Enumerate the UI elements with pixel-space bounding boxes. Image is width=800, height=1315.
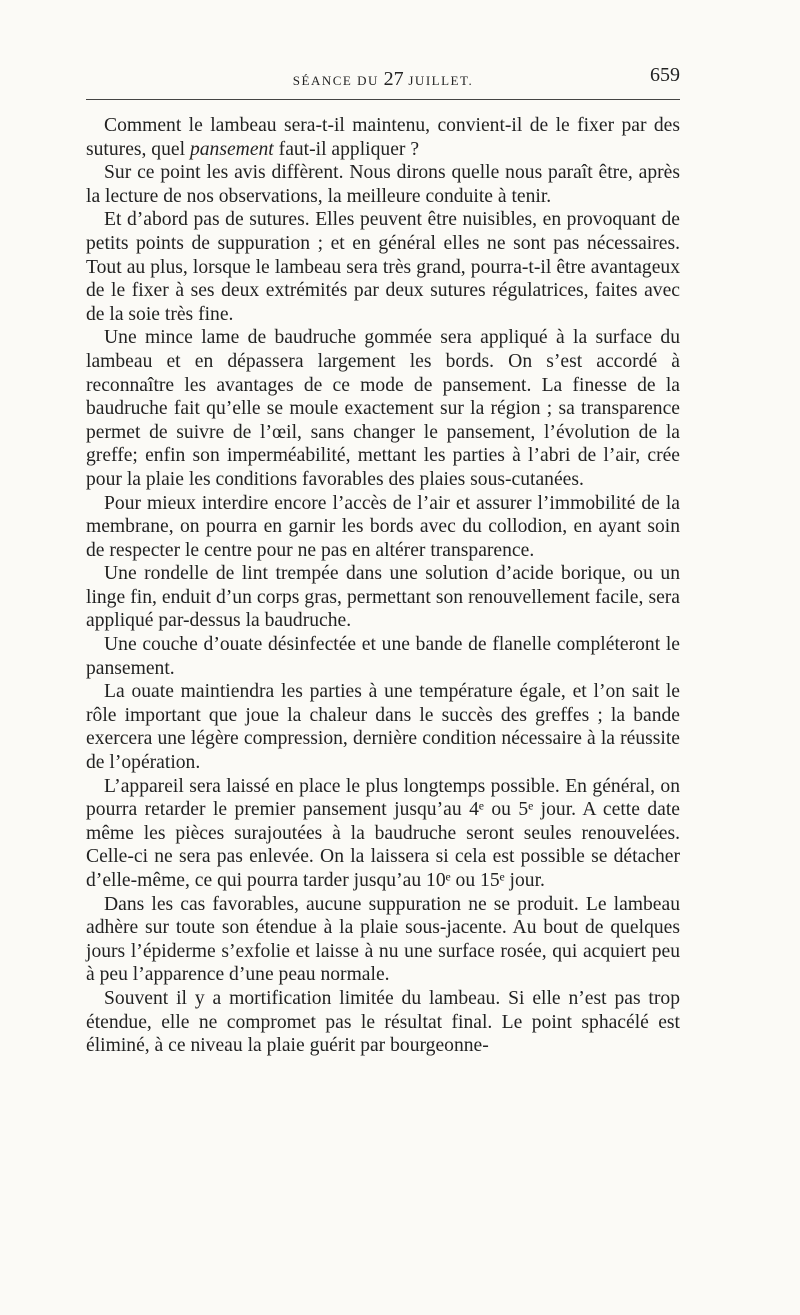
running-title-day: 27 bbox=[383, 68, 404, 90]
paragraph: Et d’abord pas de sutures. Elles peuvent être nuisibles, en provoquant de petits points de suppuration ; et en général elles ne sont pas nécessaires. Tout au plus, lorsque le lambeau sera très grand, pourra-t-il être avantageux de le fixer à ses deux extrémités par deux sutures régulatrices, faites avec de la soie très fine. bbox=[86, 209, 680, 325]
paragraph: La ouate maintiendra les parties à une température égale, et l’on sait le rôle important que joue la chaleur dans le succès des greffes ; la bande exercera une légère compression, dernière condition nécessaire à la réussite de l’opération. bbox=[86, 681, 680, 774]
paragraph bbox=[86, 114, 680, 161]
page-header bbox=[86, 64, 680, 92]
paragraph: Souvent il y a mortification limitée du lambeau. Si elle n’est pas trop étendue, elle ne compromet pas le résultat final. Le point sphacélé est éliminé, à ce niveau la plaie guérit par bourgeonne- bbox=[86, 987, 680, 1057]
paragraph: Une mince lame de baudruche gommée sera appliqué à la surface du lambeau et en dépassera largement les bords. On s’est accordé à reconnaître les avantages de ce mode de pansement. La finesse de la baudruche fait qu’elle se moule exactement sur la région ; sa transparence permet de suivre de l’œil, sans changer le pansement, l’évolution de la greffe; enfin son imperméabilité, mettant les parties à l’abri de l’air, crée pour la plaie les conditions favorables des plaies sous-cutanées. bbox=[86, 327, 680, 490]
header-rule bbox=[86, 99, 680, 100]
paragraph: Pour mieux interdire encore l’accès de l’air et assurer l’immobilité de la membrane, on pourra en garnir les bords avec du collodion, en ayant soin de respecter le centre pour ne pas en altérer transparence. bbox=[86, 492, 680, 561]
body-text bbox=[86, 114, 680, 1058]
italic-term: pansement bbox=[189, 138, 274, 160]
running-title-pre: SÉANCE DU bbox=[292, 73, 379, 88]
paragraph: Sur ce point les avis diffèrent. Nous dirons quelle nous paraît être, après la lecture de nos observations, la meilleure conduite à tenir. bbox=[86, 162, 680, 207]
paragraph-text: Comment le lambeau sera-t-il maintenu, convient-il de le fixer par des sutures, quel bbox=[86, 115, 680, 160]
paragraph: Une rondelle de lint trempée dans une solution d’acide borique, ou un linge fin, enduit d’un corps gras, permettant son renouvellement facile, sera appliqué par-dessus la baudruche. bbox=[86, 563, 680, 632]
paragraph: L’appareil sera laissé en place le plus longtemps possible. En général, on pourra retarder le premier pansement jusqu’au 4ᵉ ou 5ᵉ jour. A cette date même les pièces surajoutées à la baudruche seront seules renouvelées. Celle-ci ne sera pas enlevée. On la laissera si cela est possible se détacher d’elle-même, ce qui pourra tarder jusqu’au 10ᵉ ou 15ᵉ jour. bbox=[86, 775, 680, 891]
paragraph: Dans les cas favorables, aucune suppuration ne se produit. Le lambeau adhère sur toute son étendue à la plaie sous-jacente. Au bout de quelques jours l’épiderme s’exfolie et laisse à nu une surface rosée, qui acquiert peu à peu l’apparence d’une peau normale. bbox=[86, 893, 680, 986]
page-number: 659 bbox=[650, 64, 680, 86]
paragraph-text: faut-il appliquer ? bbox=[273, 138, 420, 160]
paragraph: Une couche d’ouate désinfectée et une bande de flanelle compléteront le pansement. bbox=[86, 634, 680, 679]
running-title-post: JUILLET. bbox=[408, 73, 474, 88]
running-title bbox=[86, 68, 680, 91]
